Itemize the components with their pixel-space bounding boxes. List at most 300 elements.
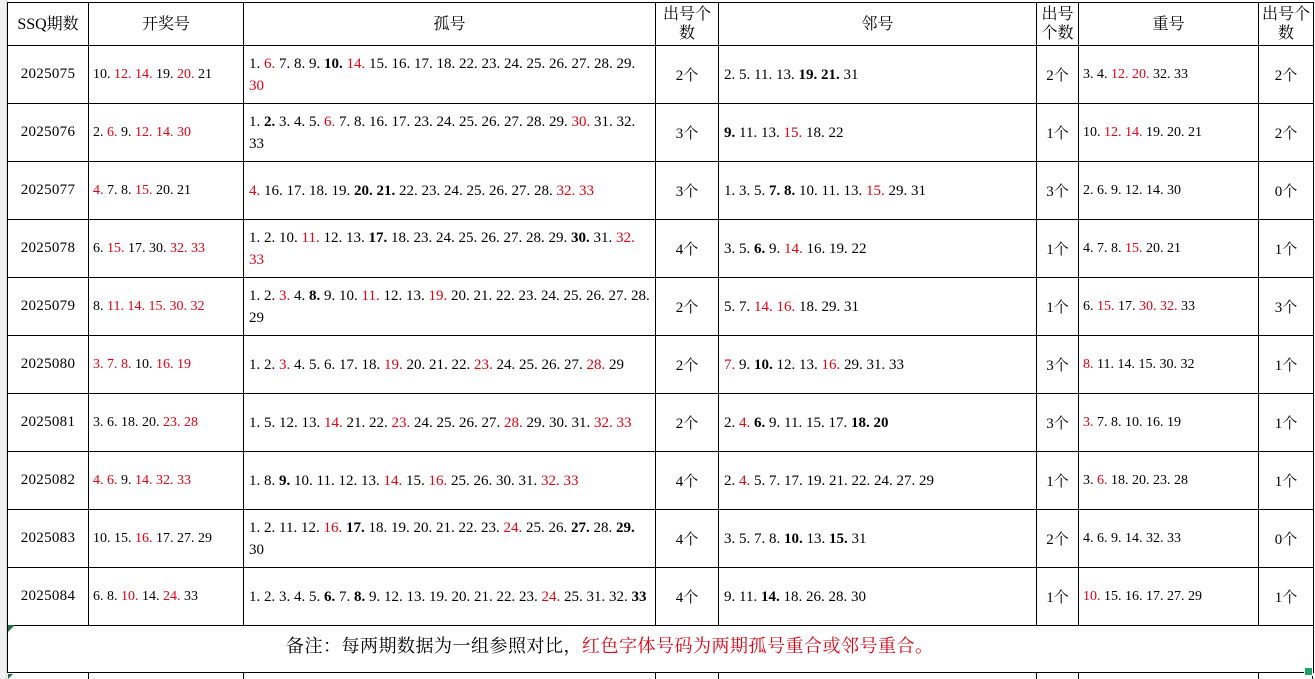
chonghao-count-cell[interactable]: 1个 <box>1259 220 1314 278</box>
number: 33 <box>889 356 904 373</box>
guhao-count-cell[interactable]: 4个 <box>656 220 719 278</box>
number: 24. <box>503 519 526 536</box>
number: 4. <box>739 414 754 431</box>
number: 13. <box>345 229 369 246</box>
number: 15. <box>369 55 392 72</box>
number: 25. <box>458 229 481 246</box>
number: 10. <box>279 229 302 246</box>
number: 20. <box>406 356 429 373</box>
kaijiang-cell[interactable] <box>89 394 244 452</box>
number: 19. <box>156 66 177 82</box>
number: 23. <box>421 182 444 199</box>
number: 31 <box>843 66 859 83</box>
col-header-guhao[interactable] <box>244 3 656 46</box>
number: 10. <box>799 182 822 199</box>
kaijiang-cell[interactable] <box>89 220 244 278</box>
number: 33 <box>191 240 205 256</box>
linhao-count-cell[interactable]: 1个 <box>1037 452 1079 510</box>
linhao-count-cell[interactable]: 3个 <box>1037 336 1079 394</box>
chonghao-count-cell[interactable]: 0个 <box>1259 510 1314 568</box>
number: 31. <box>518 472 541 489</box>
number: 6. <box>324 588 339 605</box>
number: 6. <box>1097 530 1111 546</box>
number: 15. <box>1138 356 1160 372</box>
number: 14. <box>754 298 777 315</box>
number: 24. <box>444 182 467 199</box>
linhao-cell[interactable] <box>719 510 1037 568</box>
guhao-cell[interactable] <box>244 278 656 336</box>
chonghao-count-cell[interactable]: 2个 <box>1259 46 1314 104</box>
kaijiang-cell[interactable] <box>89 336 244 394</box>
number: 32. <box>540 472 564 489</box>
number: 31. <box>593 229 616 246</box>
number: 32. <box>609 588 632 605</box>
number: 32. <box>1160 298 1181 314</box>
number: 14. <box>324 414 347 431</box>
linhao-count-cell[interactable]: 1个 <box>1037 220 1079 278</box>
period-cell[interactable]: 2025080 <box>8 336 89 394</box>
number: 14. <box>1125 530 1146 546</box>
number: 18. <box>309 182 332 199</box>
number: 32. <box>1153 66 1174 82</box>
number: 10. <box>121 588 142 604</box>
number: 13. <box>799 356 822 373</box>
number: 6. <box>107 414 121 430</box>
number: 8. <box>93 298 107 314</box>
number: 19. <box>1146 124 1167 140</box>
number: 18. <box>783 588 806 605</box>
period-cell[interactable]: 2025082 <box>8 452 89 510</box>
number: 11. <box>739 588 761 605</box>
number: 27. <box>481 414 504 431</box>
data-row-2025084 <box>8 568 1314 626</box>
chonghao-cell[interactable] <box>1079 220 1259 278</box>
number: 17. <box>156 530 177 546</box>
number: 12. <box>1125 182 1146 198</box>
number: 29. <box>821 298 844 315</box>
col-header-kaijiang[interactable] <box>89 3 244 46</box>
col-header-linhao-count[interactable] <box>1037 3 1079 46</box>
number: 12. <box>1104 124 1125 140</box>
sheet-left-gutter <box>0 0 7 679</box>
number: 2. <box>93 124 107 140</box>
number: 13. <box>806 530 829 547</box>
guhao-cell[interactable] <box>244 336 656 394</box>
number: 19. <box>390 519 414 536</box>
number: 32. <box>616 113 636 130</box>
linhao-count-cell[interactable]: 3个 <box>1037 162 1079 220</box>
number: 22. <box>369 414 392 431</box>
number: 21. <box>474 588 497 605</box>
number: 3. <box>93 414 107 430</box>
guhao-cell[interactable] <box>244 510 656 568</box>
number: 4. <box>93 472 107 488</box>
guhao-count-cell[interactable]: 2个 <box>656 394 719 452</box>
chonghao-count-cell[interactable]: 1个 <box>1259 568 1314 626</box>
number: 9. <box>309 55 324 72</box>
chonghao-cell[interactable] <box>1079 278 1259 336</box>
guhao-count-cell[interactable]: 2个 <box>656 336 719 394</box>
number: 6. <box>93 588 107 604</box>
guhao-count-cell[interactable]: 4个 <box>656 568 719 626</box>
number: 4. <box>294 287 309 304</box>
number: 5. <box>264 414 279 431</box>
number: 10. <box>784 530 807 547</box>
linhao-cell[interactable] <box>719 452 1037 510</box>
number: 8. <box>121 182 135 198</box>
number: 6. <box>1083 298 1097 314</box>
number: 9. <box>769 414 784 431</box>
number: 14. <box>127 298 149 314</box>
number: 19. <box>384 356 407 373</box>
number: 33 <box>249 135 264 152</box>
number: 9. <box>121 472 135 488</box>
guhao-cell[interactable] <box>244 220 656 278</box>
number: 11. <box>279 519 301 536</box>
number: 20. <box>451 588 474 605</box>
number: 5. <box>309 356 324 373</box>
note-text-red: 红色字体号码为两期孤号重合或邻号重合。 <box>582 636 934 656</box>
number: 33 <box>1167 530 1181 546</box>
number: 25. <box>526 55 549 72</box>
number: 16. <box>323 519 346 536</box>
period-cell[interactable]: 2025077 <box>8 162 89 220</box>
number: 12. <box>323 229 346 246</box>
number: 9. <box>724 588 739 605</box>
number: 32 <box>1180 356 1195 372</box>
col-header-chonghao[interactable] <box>1079 3 1259 46</box>
number: 5. <box>739 240 754 257</box>
number: 22. <box>495 287 519 304</box>
number: 27. <box>896 472 919 489</box>
number: 3. <box>1083 414 1097 430</box>
number: 25. <box>466 182 489 199</box>
number: 19 <box>177 356 191 372</box>
number: 23. <box>1153 472 1174 488</box>
period-cell[interactable]: 2025078 <box>8 220 89 278</box>
number: 12. <box>1111 66 1132 82</box>
linhao-cell[interactable] <box>719 278 1037 336</box>
col-header-chonghao-label: 重号 <box>1152 15 1185 33</box>
linhao-cell[interactable] <box>719 394 1037 452</box>
guhao-cell[interactable] <box>244 452 656 510</box>
col-header-period[interactable] <box>8 3 89 46</box>
number: 32 <box>190 298 205 314</box>
number: 32. <box>615 229 635 246</box>
number: 20. <box>413 519 436 536</box>
number: 3. <box>724 240 739 257</box>
number: 33 <box>1181 298 1195 314</box>
chonghao-count-cell[interactable]: 1个 <box>1259 452 1314 510</box>
number: 15. <box>1125 240 1146 256</box>
number: 14. <box>156 124 177 140</box>
linhao-count-cell[interactable]: 1个 <box>1037 278 1079 336</box>
linhao-cell[interactable] <box>719 220 1037 278</box>
chonghao-cell[interactable] <box>1079 452 1259 510</box>
number: 30. <box>1139 298 1160 314</box>
kaijiang-cell[interactable] <box>89 278 244 336</box>
number: 28. <box>525 229 549 246</box>
period-cell[interactable]: 2025083 <box>8 510 89 568</box>
period-cell[interactable]: 2025081 <box>8 394 89 452</box>
number: 31 <box>910 182 926 199</box>
number: 28. <box>534 182 557 199</box>
chonghao-count-cell[interactable]: 3个 <box>1259 278 1314 336</box>
number: 15. <box>114 530 135 546</box>
number: 22. <box>851 472 874 489</box>
number: 28. <box>594 55 617 72</box>
number: 19. <box>429 588 452 605</box>
note-text: 备注：每两期数据为一组参照对比， <box>286 636 582 656</box>
number: 2. <box>264 356 279 373</box>
number: 13. <box>406 588 429 605</box>
linhao-count-cell[interactable]: 1个 <box>1037 104 1079 162</box>
number: 13. <box>760 124 784 141</box>
number: 2. <box>1083 182 1097 198</box>
chonghao-count-cell[interactable]: 0个 <box>1259 162 1314 220</box>
linhao-cell[interactable] <box>719 162 1037 220</box>
number: 24. <box>414 414 437 431</box>
number: 9. <box>1111 530 1125 546</box>
number: 33 <box>1174 66 1188 82</box>
gridline-stub <box>1036 673 1037 679</box>
number: 8. <box>354 588 369 605</box>
number: 29. <box>526 414 549 431</box>
number: 5. <box>309 113 324 130</box>
number: 2. <box>264 588 279 605</box>
number: 9. <box>279 472 294 489</box>
period-cell[interactable]: 2025084 <box>8 568 89 626</box>
number: 31 <box>844 298 859 315</box>
linhao-cell[interactable] <box>719 46 1037 104</box>
number: 17. <box>368 229 391 246</box>
number: 8. <box>107 588 121 604</box>
number: 20. <box>450 287 474 304</box>
number: 8. <box>1111 240 1125 256</box>
number: 4. <box>294 588 309 605</box>
number: 26. <box>548 519 571 536</box>
number: 8. <box>769 530 784 547</box>
number: 19. <box>428 287 451 304</box>
col-header-guhao-count[interactable] <box>656 3 719 46</box>
number: 3. <box>279 113 294 130</box>
number: 8. <box>784 182 799 199</box>
chonghao-count-cell[interactable]: 1个 <box>1259 336 1314 394</box>
number: 11. <box>754 66 776 83</box>
number: 16. <box>806 240 829 257</box>
number: 20. <box>142 414 163 430</box>
number: 18. <box>361 356 384 373</box>
number: 18. <box>1111 472 1132 488</box>
number: 14. <box>1125 124 1146 140</box>
number: 31 <box>851 530 867 547</box>
number: 7. <box>1097 240 1111 256</box>
chonghao-cell[interactable] <box>1079 510 1259 568</box>
guhao-cell[interactable] <box>244 394 656 452</box>
number: 8. <box>121 356 135 372</box>
kaijiang-cell[interactable] <box>89 46 244 104</box>
chonghao-count-cell[interactable]: 2个 <box>1259 104 1314 162</box>
number: 23. <box>391 414 414 431</box>
linhao-count-cell[interactable]: 3个 <box>1037 394 1079 452</box>
number: 16. <box>428 472 451 489</box>
data-row-2025082 <box>8 452 1314 510</box>
linhao-count-cell[interactable]: 2个 <box>1037 510 1079 568</box>
chonghao-cell[interactable] <box>1079 162 1259 220</box>
number: 24. <box>436 113 459 130</box>
gridline-stub <box>1258 673 1259 679</box>
chonghao-cell[interactable] <box>1079 336 1259 394</box>
number: 19. <box>829 240 852 257</box>
number: 26. <box>480 229 504 246</box>
number: 14. <box>135 472 156 488</box>
number: 19. <box>798 66 821 83</box>
period-cell[interactable]: 2025076 <box>8 104 89 162</box>
kaijiang-cell[interactable] <box>89 568 244 626</box>
guhao-count-cell[interactable]: 2个 <box>656 278 719 336</box>
kaijiang-cell[interactable] <box>89 510 244 568</box>
chonghao-count-cell[interactable]: 1个 <box>1259 394 1314 452</box>
number: 29 <box>1188 588 1202 604</box>
data-row-2025075 <box>8 46 1314 104</box>
kaijiang-cell[interactable] <box>89 162 244 220</box>
gridline-stub <box>1078 673 1079 679</box>
number: 3. <box>724 530 739 547</box>
number: 5. <box>754 472 769 489</box>
number: 30 <box>249 541 264 558</box>
number: 21 <box>1167 240 1181 256</box>
number: 29. <box>615 519 635 536</box>
number: 22. <box>451 356 474 373</box>
number: 7. <box>107 356 121 372</box>
number: 2. <box>264 519 279 536</box>
number: 6. <box>754 240 769 257</box>
number: 4. <box>739 472 754 489</box>
number: 1. <box>249 356 264 373</box>
number: 11. <box>107 298 128 314</box>
number: 24. <box>435 229 459 246</box>
number: 26. <box>585 287 609 304</box>
number: 6. <box>324 113 339 130</box>
number: 12. <box>776 356 799 373</box>
number: 18. <box>368 519 391 536</box>
number: 33 <box>579 182 594 199</box>
guhao-count-cell[interactable]: 2个 <box>656 46 719 104</box>
number: 10. <box>294 472 317 489</box>
number: 29. <box>616 55 636 72</box>
number: 18. <box>805 124 829 141</box>
number: 15. <box>1104 588 1125 604</box>
gridline-stub <box>655 673 656 679</box>
number: 29 <box>609 356 624 373</box>
guhao-cell[interactable] <box>244 568 656 626</box>
number: 17. <box>286 182 309 199</box>
number: 23. <box>413 229 436 246</box>
linhao-cell[interactable] <box>719 104 1037 162</box>
number: 14. <box>383 472 406 489</box>
number: 15. <box>865 182 889 199</box>
chonghao-cell[interactable] <box>1079 46 1259 104</box>
number: 27. <box>1167 588 1188 604</box>
kaijiang-cell[interactable] <box>89 104 244 162</box>
number: 10. <box>324 55 347 72</box>
number: 25. <box>459 113 482 130</box>
number: 17. <box>828 414 851 431</box>
number: 5. <box>754 182 769 199</box>
number: 29. <box>549 113 572 130</box>
number: 23. <box>474 356 497 373</box>
number: 21. <box>429 356 452 373</box>
period-cell[interactable]: 2025079 <box>8 278 89 336</box>
guhao-cell[interactable] <box>244 162 656 220</box>
linhao-count-cell[interactable]: 1个 <box>1037 568 1079 626</box>
number: 7. <box>769 472 784 489</box>
number: 17. <box>391 113 414 130</box>
guhao-count-cell[interactable]: 3个 <box>656 162 719 220</box>
chonghao-cell[interactable] <box>1079 568 1259 626</box>
guhao-cell[interactable] <box>244 104 656 162</box>
number: 33 <box>184 588 198 604</box>
number: 32. <box>556 182 579 199</box>
fill-handle-icon[interactable] <box>1304 667 1313 676</box>
col-header-linhao-count-label: 出号个数 <box>1041 6 1074 42</box>
number: 23. <box>519 588 542 605</box>
number: 29 <box>198 530 212 546</box>
guhao-cell[interactable] <box>244 46 656 104</box>
col-header-chonghao-count[interactable] <box>1259 3 1314 46</box>
number: 1. <box>249 472 264 489</box>
linhao-cell[interactable] <box>719 568 1037 626</box>
number: 12. <box>135 124 156 140</box>
guhao-count-cell[interactable]: 4个 <box>656 452 719 510</box>
data-row-2025080 <box>8 336 1314 394</box>
number: 7. <box>724 356 739 373</box>
note-cell[interactable] <box>8 626 1314 673</box>
number: 17. <box>784 472 807 489</box>
linhao-cell[interactable] <box>719 336 1037 394</box>
period-cell[interactable]: 2025075 <box>8 46 89 104</box>
number: 23. <box>518 287 541 304</box>
number: 9. <box>121 124 135 140</box>
number: 27. <box>177 530 198 546</box>
selection-corner-icon <box>8 625 15 632</box>
number: 16. <box>776 298 799 315</box>
number: 30. <box>169 298 191 314</box>
gridline-stub <box>88 673 89 679</box>
col-header-guhao-count-label: 出号个数 <box>662 6 711 42</box>
number: 21 <box>177 182 191 198</box>
number: 7. <box>339 588 354 605</box>
col-header-linhao[interactable] <box>719 3 1037 46</box>
number: 7. <box>339 113 354 130</box>
kaijiang-cell[interactable] <box>89 452 244 510</box>
number: 22. <box>496 588 519 605</box>
number: 25. <box>450 472 474 489</box>
number: 14. <box>760 588 784 605</box>
data-row-2025076 <box>8 104 1314 162</box>
number: 16. <box>156 356 177 372</box>
chonghao-cell[interactable] <box>1079 104 1259 162</box>
number: 32. <box>156 472 177 488</box>
linhao-count-cell[interactable]: 2个 <box>1037 46 1079 104</box>
number: 19. <box>806 472 829 489</box>
number: 12. <box>279 414 302 431</box>
guhao-count-cell[interactable]: 3个 <box>656 104 719 162</box>
number: 7. <box>754 530 769 547</box>
chonghao-cell[interactable] <box>1079 394 1259 452</box>
guhao-count-cell[interactable]: 4个 <box>656 510 719 568</box>
number: 6. <box>324 356 339 373</box>
